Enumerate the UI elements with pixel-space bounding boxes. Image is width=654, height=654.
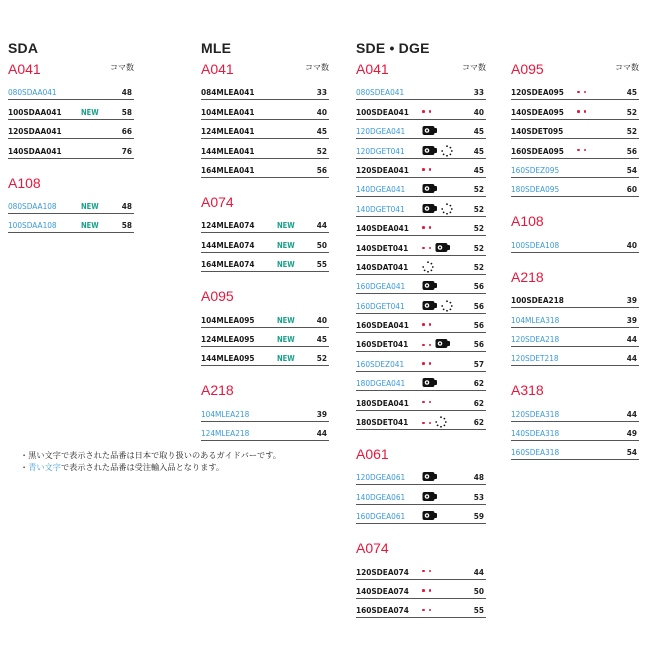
table-row bbox=[356, 333, 486, 352]
sprocket-dots-icon bbox=[422, 358, 435, 368]
sprocket-dots-icon bbox=[422, 566, 435, 576]
part-number: 100SDAA108 bbox=[8, 220, 57, 231]
table-row bbox=[201, 402, 329, 421]
table-row bbox=[356, 178, 486, 197]
table-row bbox=[356, 120, 486, 139]
koma-count: 52 bbox=[473, 184, 484, 195]
table-row bbox=[8, 120, 134, 139]
part-number: 100SDEA218 bbox=[511, 295, 564, 306]
part-number: 180SDEA041 bbox=[356, 397, 409, 408]
sprocket-dots-icon bbox=[422, 222, 435, 232]
koma-count: 62 bbox=[473, 417, 484, 428]
part-number: 100SDEA108 bbox=[511, 239, 560, 250]
part-number: 160SDEA095 bbox=[511, 145, 564, 156]
part-number: 120SDET218 bbox=[511, 353, 559, 364]
koma-count: 40 bbox=[626, 239, 637, 250]
part-number: 160DGET041 bbox=[356, 300, 405, 311]
koma-count: 53 bbox=[473, 491, 484, 502]
part-number: 120SDEA318 bbox=[511, 408, 560, 419]
table-row bbox=[201, 328, 329, 347]
part-number: 160SDEA041 bbox=[356, 320, 409, 331]
note-line-2-suffix: で表示された品番は受注輸入品となります。 bbox=[60, 462, 225, 472]
table-row bbox=[356, 81, 486, 100]
replaceable-nose-icon bbox=[441, 300, 453, 314]
group-name: A318 bbox=[511, 382, 544, 399]
replaceable-nose-icon bbox=[422, 261, 434, 275]
group-name: A108 bbox=[511, 213, 544, 230]
notes bbox=[20, 449, 281, 473]
carving-icon bbox=[435, 242, 451, 255]
group-spacer bbox=[356, 430, 486, 444]
part-number: 140SDET095 bbox=[511, 126, 564, 137]
koma-count: 44 bbox=[473, 566, 484, 577]
koma-count: 40 bbox=[473, 106, 484, 117]
part-number: 140SDEA041 bbox=[356, 223, 409, 234]
table-row bbox=[201, 81, 329, 100]
part-number: 160SDET041 bbox=[356, 339, 409, 350]
part-number: 160SDEZ095 bbox=[511, 164, 560, 175]
table-row bbox=[356, 352, 486, 371]
koma-count: 76 bbox=[121, 145, 132, 156]
part-number: 180SDEA095 bbox=[511, 184, 560, 195]
feature-icons bbox=[422, 604, 435, 616]
koma-count: 39 bbox=[626, 314, 637, 325]
part-number: 124MLEA095 bbox=[201, 333, 255, 344]
group-header bbox=[201, 380, 329, 402]
table-row bbox=[511, 289, 639, 308]
sprocket-dots-icon bbox=[422, 243, 435, 253]
koma-count: 56 bbox=[473, 320, 484, 331]
new-badge: NEW bbox=[81, 201, 99, 211]
koma-count: 58 bbox=[121, 106, 132, 117]
table-row bbox=[201, 100, 329, 119]
group-header bbox=[511, 211, 639, 233]
group-header bbox=[201, 192, 329, 214]
sprocket-dots-icon bbox=[422, 106, 435, 116]
koma-count: 56 bbox=[473, 300, 484, 311]
part-number: 160DGEA061 bbox=[356, 511, 406, 522]
koma-count: 45 bbox=[626, 87, 637, 98]
part-number: 124MLEA218 bbox=[201, 428, 250, 439]
feature-icons bbox=[422, 222, 435, 234]
koma-count: 52 bbox=[473, 261, 484, 272]
group-header bbox=[356, 538, 486, 560]
table-row bbox=[356, 275, 486, 294]
note-line-2-blue: 青い文字 bbox=[28, 462, 61, 472]
part-number: 160SDEZ041 bbox=[356, 358, 405, 369]
note-line-2-prefix: ・ bbox=[20, 462, 29, 472]
koma-count: 52 bbox=[473, 223, 484, 234]
koma-count: 40 bbox=[316, 314, 327, 325]
koma-count: 33 bbox=[316, 87, 327, 98]
part-number: 160SDEA318 bbox=[511, 447, 560, 458]
koma-count: 57 bbox=[473, 358, 484, 369]
koma-count: 52 bbox=[473, 242, 484, 253]
carving-icon bbox=[422, 125, 438, 138]
feature-icons bbox=[422, 261, 434, 273]
table-row bbox=[511, 233, 639, 252]
koma-count: 60 bbox=[626, 184, 637, 195]
feature-icons bbox=[422, 300, 453, 312]
koma-count: 50 bbox=[473, 585, 484, 596]
feature-icons bbox=[422, 471, 441, 483]
table-row bbox=[511, 402, 639, 421]
new-badge: NEW bbox=[277, 315, 295, 325]
table-row bbox=[201, 308, 329, 327]
part-number: 180SDET041 bbox=[356, 417, 409, 428]
table-row bbox=[356, 139, 486, 158]
feature-icons bbox=[422, 280, 441, 292]
part-number: 104MLEA318 bbox=[511, 314, 560, 325]
section-title: SDE • DGE bbox=[356, 40, 430, 56]
koma-count: 45 bbox=[473, 145, 484, 156]
koma-count: 52 bbox=[316, 145, 327, 156]
part-number: 120SDEA095 bbox=[511, 87, 564, 98]
table-row bbox=[511, 159, 639, 178]
column-mle bbox=[201, 37, 329, 441]
koma-count: 48 bbox=[121, 200, 132, 211]
koma-count-header: コマ数 bbox=[110, 63, 134, 72]
part-number: 140DGEA061 bbox=[356, 491, 406, 502]
carving-icon bbox=[422, 145, 438, 158]
table-row bbox=[511, 139, 639, 158]
group-header bbox=[8, 59, 134, 81]
koma-count: 59 bbox=[473, 511, 484, 522]
sprocket-dots-icon bbox=[422, 164, 435, 174]
part-number: 124MLEA074 bbox=[201, 220, 255, 231]
koma-count: 44 bbox=[626, 408, 637, 419]
feature-icons bbox=[422, 416, 447, 428]
carving-icon bbox=[422, 510, 438, 523]
table-row bbox=[201, 139, 329, 158]
table-row bbox=[201, 233, 329, 252]
part-number: 124MLEA041 bbox=[201, 126, 255, 137]
group-name: A218 bbox=[511, 268, 544, 285]
feature-icons bbox=[422, 242, 454, 254]
koma-count: 56 bbox=[316, 164, 327, 175]
part-number: 144MLEA041 bbox=[201, 145, 255, 156]
part-number: 120SDEA074 bbox=[356, 566, 409, 577]
koma-count: 49 bbox=[626, 428, 637, 439]
sprocket-dots-icon bbox=[422, 418, 435, 428]
table-row bbox=[356, 560, 486, 579]
part-number: 140SDET041 bbox=[356, 242, 409, 253]
feature-icons bbox=[577, 86, 590, 98]
koma-count-header: コマ数 bbox=[615, 63, 639, 72]
carving-icon bbox=[435, 338, 451, 351]
sprocket-dots-icon bbox=[422, 397, 435, 407]
group-spacer bbox=[8, 159, 134, 173]
table-row bbox=[356, 100, 486, 119]
table-row bbox=[356, 217, 486, 236]
group-name: A095 bbox=[511, 61, 544, 77]
part-number: 100SDAA041 bbox=[8, 106, 62, 117]
koma-count-header: コマ数 bbox=[305, 63, 329, 72]
koma-count: 44 bbox=[626, 333, 637, 344]
koma-count: 40 bbox=[316, 106, 327, 117]
part-number: 140SDEA318 bbox=[511, 428, 560, 439]
table-row bbox=[511, 178, 639, 197]
koma-count: 48 bbox=[121, 87, 132, 98]
part-number: 084MLEA041 bbox=[201, 87, 255, 98]
table-row bbox=[356, 411, 486, 430]
feature-icons bbox=[422, 377, 441, 389]
koma-count: 44 bbox=[316, 428, 327, 439]
group-header bbox=[356, 59, 486, 81]
feature-icons bbox=[422, 358, 435, 370]
sprocket-dots-icon bbox=[577, 145, 590, 155]
group-name: A095 bbox=[201, 288, 234, 305]
group-name: A074 bbox=[356, 540, 389, 557]
part-number: 140SDAA041 bbox=[8, 145, 62, 156]
koma-count: 52 bbox=[316, 353, 327, 364]
carving-icon bbox=[422, 183, 438, 196]
table-row bbox=[356, 256, 486, 275]
table-row bbox=[201, 422, 329, 441]
table-row bbox=[511, 422, 639, 441]
feature-icons bbox=[422, 510, 441, 522]
section-title: SDA bbox=[8, 40, 39, 56]
feature-icons bbox=[422, 585, 435, 597]
sprocket-dots-icon bbox=[422, 339, 435, 349]
table-row bbox=[201, 347, 329, 366]
table-row bbox=[201, 253, 329, 272]
koma-count: 55 bbox=[316, 259, 327, 270]
feature-icons bbox=[422, 491, 441, 503]
table-row bbox=[356, 197, 486, 216]
table-row bbox=[356, 372, 486, 391]
column-sde-continued bbox=[511, 37, 639, 460]
table-row bbox=[356, 314, 486, 333]
feature-icons bbox=[422, 566, 435, 578]
table-row bbox=[511, 328, 639, 347]
part-number: 100SDEA041 bbox=[356, 106, 409, 117]
carving-icon bbox=[422, 300, 438, 313]
table-row bbox=[511, 100, 639, 119]
part-number: 180DGEA041 bbox=[356, 378, 406, 389]
koma-count-header: コマ数 bbox=[462, 63, 486, 72]
group-spacer bbox=[511, 366, 639, 380]
group-name: A041 bbox=[201, 61, 234, 77]
group-spacer bbox=[201, 366, 329, 380]
group-name: A074 bbox=[201, 193, 234, 210]
carving-icon bbox=[422, 377, 438, 390]
table-row bbox=[356, 391, 486, 410]
group-header bbox=[511, 380, 639, 402]
table-row bbox=[8, 214, 134, 233]
koma-count: 45 bbox=[473, 164, 484, 175]
table-row bbox=[356, 159, 486, 178]
carving-icon bbox=[422, 280, 438, 293]
sprocket-dots-icon bbox=[577, 106, 590, 116]
table-row bbox=[8, 81, 134, 100]
carving-icon bbox=[422, 203, 438, 216]
koma-count: 52 bbox=[626, 126, 637, 137]
feature-icons bbox=[422, 183, 441, 195]
koma-count: 45 bbox=[316, 126, 327, 137]
feature-icons bbox=[422, 203, 453, 215]
carving-icon bbox=[422, 491, 438, 504]
part-number: 080SDAA041 bbox=[8, 87, 57, 98]
table-row bbox=[356, 580, 486, 599]
part-number: 120DGEA041 bbox=[356, 126, 406, 137]
part-number: 120SDEA041 bbox=[356, 164, 409, 175]
feature-icons bbox=[422, 319, 435, 331]
table-row bbox=[8, 100, 134, 119]
group-name: A108 bbox=[8, 174, 41, 191]
column-sde-dge bbox=[356, 37, 486, 618]
group-spacer bbox=[201, 272, 329, 286]
new-badge: NEW bbox=[277, 260, 295, 270]
koma-count: 45 bbox=[316, 333, 327, 344]
new-badge: NEW bbox=[277, 354, 295, 364]
koma-count: 54 bbox=[626, 447, 637, 458]
group-name: A041 bbox=[356, 61, 389, 77]
part-number: 104MLEA041 bbox=[201, 106, 255, 117]
feature-icons bbox=[577, 145, 590, 157]
column-sda bbox=[8, 37, 134, 233]
feature-icons bbox=[422, 125, 441, 137]
koma-count: 52 bbox=[473, 203, 484, 214]
part-number: 120SDEA218 bbox=[511, 333, 560, 344]
sprocket-dots-icon bbox=[422, 585, 435, 595]
group-spacer bbox=[356, 524, 486, 538]
koma-count: 58 bbox=[121, 220, 132, 231]
group-spacer bbox=[511, 197, 639, 211]
table-row bbox=[511, 441, 639, 460]
note-line-2 bbox=[20, 461, 281, 473]
table-row bbox=[356, 236, 486, 255]
group-name: A041 bbox=[8, 61, 41, 77]
koma-count: 62 bbox=[473, 397, 484, 408]
group-header bbox=[356, 444, 486, 466]
table-row bbox=[201, 159, 329, 178]
section-title bbox=[511, 37, 639, 59]
group-spacer bbox=[201, 178, 329, 192]
feature-icons bbox=[422, 338, 454, 350]
feature-icons bbox=[422, 106, 435, 118]
koma-count: 56 bbox=[473, 339, 484, 350]
koma-count: 52 bbox=[626, 106, 637, 117]
table-row bbox=[8, 195, 134, 214]
table-row bbox=[8, 139, 134, 158]
sprocket-dots-icon bbox=[422, 604, 435, 614]
group-header bbox=[8, 173, 134, 195]
part-number: 140SDEA074 bbox=[356, 585, 409, 596]
table-row bbox=[356, 466, 486, 485]
part-number: 140SDEA095 bbox=[511, 106, 564, 117]
koma-count: 54 bbox=[626, 164, 637, 175]
part-number: 104MLEA095 bbox=[201, 314, 255, 325]
part-number: 104MLEA218 bbox=[201, 408, 250, 419]
koma-count: 44 bbox=[316, 220, 327, 231]
part-number: 120DGEA061 bbox=[356, 472, 406, 483]
table-row bbox=[356, 505, 486, 524]
table-row bbox=[356, 485, 486, 504]
koma-count: 55 bbox=[473, 605, 484, 616]
group-header bbox=[511, 267, 639, 289]
part-number: 160DGEA041 bbox=[356, 281, 406, 292]
koma-count: 48 bbox=[473, 472, 484, 483]
carving-icon bbox=[422, 471, 438, 484]
new-badge: NEW bbox=[81, 107, 99, 117]
koma-count: 39 bbox=[626, 295, 637, 306]
sprocket-dots-icon bbox=[577, 86, 590, 96]
part-number: 160SDEA074 bbox=[356, 605, 409, 616]
feature-icons bbox=[422, 164, 435, 176]
koma-count: 62 bbox=[473, 378, 484, 389]
new-badge: NEW bbox=[277, 334, 295, 344]
replaceable-nose-icon bbox=[441, 203, 453, 217]
group-name: A061 bbox=[356, 446, 389, 463]
new-badge: NEW bbox=[277, 221, 295, 231]
koma-count: 33 bbox=[473, 87, 484, 98]
group-header bbox=[201, 286, 329, 308]
group-header bbox=[511, 59, 639, 81]
sprocket-dots-icon bbox=[422, 319, 435, 329]
note-line-1: ・黒い文字で表示された品番は日本で取り扱いのあるガイドバーです。 bbox=[20, 450, 281, 460]
new-badge: NEW bbox=[277, 240, 295, 250]
table-row bbox=[201, 214, 329, 233]
section-title: MLE bbox=[201, 40, 232, 56]
table-row bbox=[511, 120, 639, 139]
koma-count: 56 bbox=[626, 145, 637, 156]
part-number: 140DGEA041 bbox=[356, 184, 406, 195]
koma-count: 66 bbox=[121, 126, 132, 137]
part-number: 140DGET041 bbox=[356, 203, 405, 214]
group-header bbox=[201, 59, 329, 81]
koma-count: 56 bbox=[473, 281, 484, 292]
table-row bbox=[201, 120, 329, 139]
koma-count: 39 bbox=[316, 408, 327, 419]
part-number: 144MLEA095 bbox=[201, 353, 255, 364]
replaceable-nose-icon bbox=[435, 416, 447, 430]
part-number: 120DGET041 bbox=[356, 145, 405, 156]
part-number: 164MLEA041 bbox=[201, 164, 255, 175]
koma-count: 45 bbox=[473, 126, 484, 137]
part-number: 080SDAA108 bbox=[8, 200, 57, 211]
koma-count: 50 bbox=[316, 239, 327, 250]
table-row bbox=[511, 308, 639, 327]
table-row bbox=[511, 347, 639, 366]
part-number: 140SDAT041 bbox=[356, 261, 409, 272]
feature-icons bbox=[422, 397, 435, 409]
replaceable-nose-icon bbox=[441, 145, 453, 159]
group-name: A218 bbox=[201, 382, 234, 399]
part-number: 164MLEA074 bbox=[201, 259, 255, 270]
feature-icons bbox=[577, 106, 590, 118]
koma-count: 44 bbox=[626, 353, 637, 364]
new-badge: NEW bbox=[81, 221, 99, 231]
table-row bbox=[356, 294, 486, 313]
table-row bbox=[511, 81, 639, 100]
group-spacer bbox=[511, 253, 639, 267]
part-number: 144MLEA074 bbox=[201, 239, 255, 250]
part-number: 080SDEA041 bbox=[356, 87, 405, 98]
part-number: 120SDAA041 bbox=[8, 126, 62, 137]
table-row bbox=[356, 599, 486, 618]
feature-icons bbox=[422, 145, 453, 157]
